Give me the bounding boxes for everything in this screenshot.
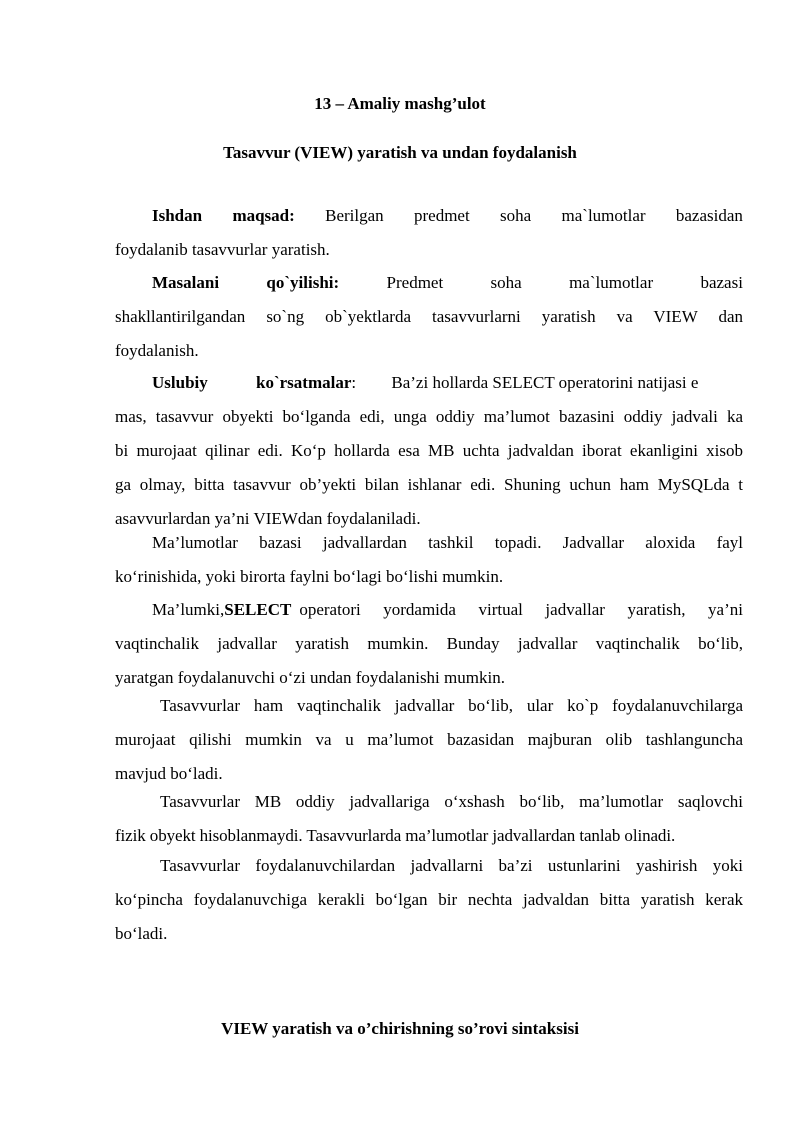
views-hide-line-2: ko‘pincha foydalanuvchiga kerakli bo‘lgan bir nechta jadvaldan bitta yaratish kerak bbox=[115, 890, 743, 909]
guidance-line-1 bbox=[115, 366, 743, 400]
views-hide-paragraph bbox=[115, 849, 743, 951]
page-title: 13 – Amaliy mashg’ulot bbox=[314, 94, 486, 113]
views-temp-paragraph bbox=[115, 689, 743, 791]
goal-paragraph bbox=[115, 199, 743, 267]
tables-paragraph bbox=[115, 526, 743, 594]
views-hide-line-1: Tasavvurlar foydalanuvchilardan jadvallarni ba’zi ustunlarini yashirish yoki bbox=[160, 856, 743, 875]
views-physical-line-2: fizik obyekt hisoblanmaydi. Tasavvurlarda ma’lumotlar jadvallardan tanlab olinadi. bbox=[115, 826, 676, 845]
guidance-paragraph bbox=[115, 366, 743, 536]
views-temp-line-1: Tasavvurlar ham vaqtinchalik jadvallar bo‘lib, ular ko`p foydalanuvchilarga bbox=[160, 696, 743, 715]
select-line-3: yaratgan foydalanuvchi o‘zi undan foydalanishi mumkin. bbox=[115, 668, 505, 687]
guidance-line-4: ga olmay, bitta tasavvur ob’yekti bilan ishlanar edi. Shuning uchun ham MySQLda t bbox=[115, 475, 743, 494]
goal-word: bazasidan bbox=[675, 206, 743, 225]
task-label-word-1: Masalani bbox=[152, 273, 220, 292]
goal-word: soha bbox=[500, 206, 532, 225]
guidance-label-colon: : bbox=[351, 373, 357, 392]
section-heading: VIEW yaratish va o’chirishning so’rovi sintaksisi bbox=[221, 1019, 579, 1038]
guidance-line-3: bi murojaat qilinar edi. Ko‘p hollarda esa MB uchta jadvaldan iborat ekanligini xisob bbox=[115, 441, 743, 460]
select-line-1 bbox=[115, 593, 743, 627]
goal-line-1 bbox=[115, 199, 743, 233]
select-line-2: vaqtinchalik jadvallar yaratish mumkin. Bunday jadvallar vaqtinchalik bo‘lib, bbox=[115, 634, 743, 653]
task-line-1 bbox=[115, 266, 743, 300]
views-hide-line-3: bo‘ladi. bbox=[115, 924, 168, 943]
tables-line-1: Ma’lumotlar bazasi jadvallardan tashkil topadi. Jadvallar aloxida fayl bbox=[152, 533, 743, 552]
guidance-label-word-2: ko`rsatmalar bbox=[256, 373, 352, 392]
goal-word: ma`lumotlar bbox=[561, 206, 646, 225]
views-physical-line-1: Tasavvurlar MB oddiy jadvallariga o‘xshash bo‘lib, ma’lumotlar saqlovchi bbox=[160, 792, 743, 811]
task-paragraph bbox=[115, 266, 743, 368]
select-keyword: SELECT bbox=[224, 600, 292, 619]
views-temp-line-3: mavjud bo‘ladi. bbox=[115, 764, 223, 783]
select-intro: Ma’lumki, bbox=[152, 600, 225, 619]
task-label-word-2: qo`yilishi: bbox=[266, 273, 340, 292]
task-word: Predmet bbox=[386, 273, 444, 292]
goal-label-word-1: Ishdan bbox=[152, 206, 203, 225]
select-paragraph bbox=[115, 593, 743, 695]
goal-label-word-2: maqsad: bbox=[232, 206, 295, 225]
goal-word: Berilgan bbox=[325, 206, 384, 225]
task-word: bazasi bbox=[700, 273, 743, 292]
task-word: ma`lumotlar bbox=[569, 273, 654, 292]
select-line-1-rest: operatori yordamida virtual jadvallar yaratish, ya’ni bbox=[299, 600, 743, 619]
task-line-3: foydalanish. bbox=[115, 341, 199, 360]
task-line-2: shakllantirilgandan so`ng ob`yektlarda tasavvurlarni yaratish va VIEW dan bbox=[115, 307, 743, 326]
views-temp-line-2: murojaat qilishi mumkin va u ma’lumot bazasidan majburan olib tashlanguncha bbox=[115, 730, 743, 749]
guidance-line-5: asavvurlardan ya’ni VIEWdan foydalaniladi. bbox=[115, 509, 421, 528]
views-physical-paragraph bbox=[115, 785, 743, 853]
guidance-line-1-text: Ba’zi hollarda SELECT operatorini natijasi e bbox=[391, 373, 699, 392]
goal-line-2: foydalanib tasavvurlar yaratish. bbox=[115, 240, 330, 259]
guidance-label-word-1: Uslubiy bbox=[152, 373, 208, 392]
tables-line-2: ko‘rinishida, yoki birorta faylni bo‘lagi bo‘lishi mumkin. bbox=[115, 567, 504, 586]
task-word: soha bbox=[490, 273, 522, 292]
page-subtitle: Tasavvur (VIEW) yaratish va undan foydalanish bbox=[223, 143, 577, 162]
guidance-line-2: mas, tasavvur obyekti bo‘lganda edi, unga oddiy ma’lumot bazasini oddiy jadvali ka bbox=[115, 407, 743, 426]
goal-word: predmet bbox=[414, 206, 470, 225]
